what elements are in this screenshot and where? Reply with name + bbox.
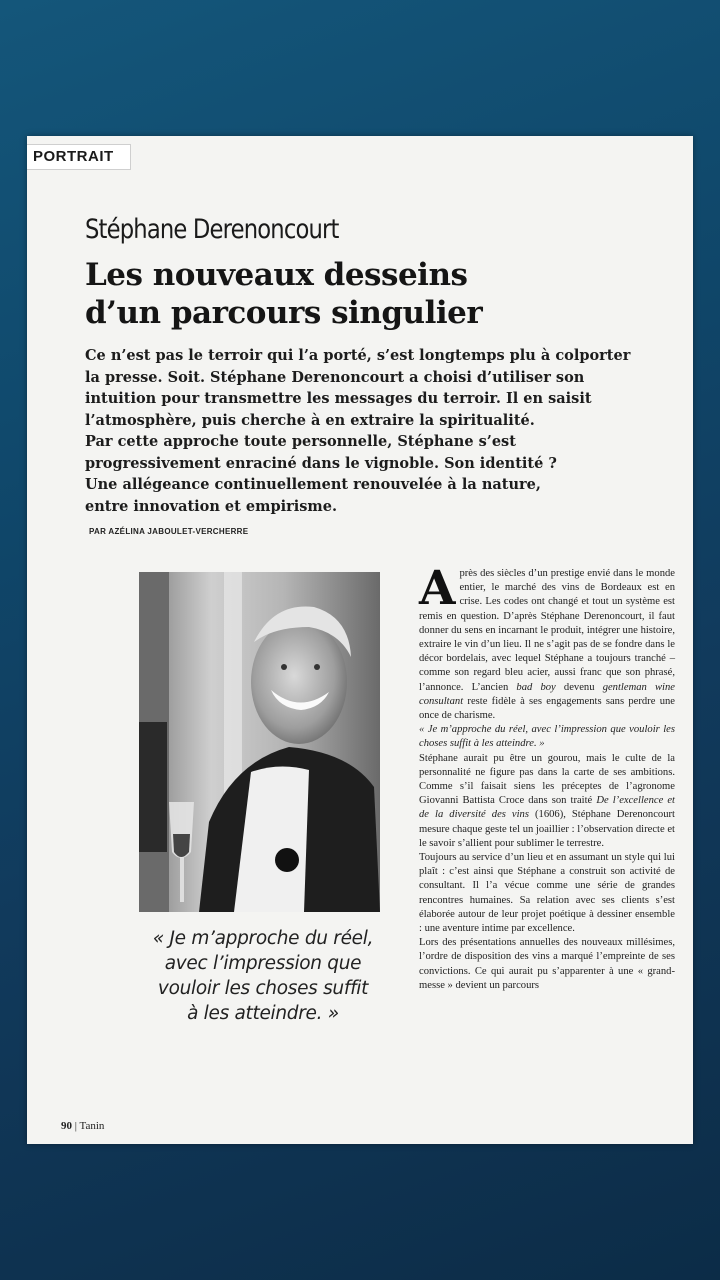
pull-quote: [139, 926, 387, 1026]
byline: PAR AZÉLINA JABOULET-VERCHERRE: [89, 527, 249, 536]
standfirst-line: la presse. Soit. Stéphane Derenoncourt a choisi d’utiliser son: [85, 368, 585, 386]
body-quote: « Je m’approche du réel, avec l’impression que vouloir les choses suffit à les atteindre. »: [419, 724, 675, 750]
headline-line: Les nouveaux desseins: [85, 257, 468, 293]
footer-separator: |: [74, 1120, 77, 1132]
pull-quote-line: « Je m’approche du réel,: [152, 928, 374, 949]
article-standfirst: [85, 345, 645, 517]
standfirst-line: Une allégeance continuellement renouvelée à la nature,: [85, 476, 541, 493]
body-paragraph: Lors des présentations annuelles des nouveaux millésimes, l’ordre de disposition des vins a marqué l’empreinte de ses convictions. Ce qui aurait pu s’apparenter à une « grand-messe » devient un parcours: [419, 937, 675, 991]
body-paragraph: Toujours au service d’un lieu et en assumant un style qui lui plaît : c’est ainsi que Stéphane a construit son activité de consultant. Il l’a vécue comme une série de grandes rencontres humaines. Sa relation avec ses clients s’est élaborée autour de leur projet poétique à dessiner ensemble : une aventure intime par excellence.: [419, 852, 675, 935]
article-headline: [85, 256, 645, 332]
body-paragraph: Après des siècles d’un prestige envié dans le monde entier, le marché des vins de Bordeaux est en crise. Les codes ont changé et tout un système est remis en question. D’après Stéphane Derenoncourt, il faut donner du sens en incarnant le produit, intégrer une histoire, extraire le vin d’un lieu. Il ne s’agit pas de se fondre dans le décor bordelais, avec lequel Stéphane a toujours tranché – comme son regard bleu acier, aussi franc que son phrasé, l’annonce. L’ancien bad boy devenu gentleman wine consultant reste fidèle à ses engagements sans perdre une once de charisme.: [419, 561, 675, 722]
article-kicker: Stéphane Derenoncourt: [85, 214, 339, 245]
standfirst-line: progressivement enraciné dans le vignoble. Son identité ?: [85, 454, 557, 472]
portrait-photo: [139, 572, 380, 912]
standfirst-line: Par cette approche toute personnelle, Stéphane s’est: [85, 433, 516, 450]
drop-cap: A: [419, 561, 456, 616]
standfirst-line: intuition pour transmettre les messages du terroir. Il en saisit: [85, 390, 592, 407]
body-paragraph: Stéphane aurait pu être un gourou, mais le culte de la personnalité ne figure pas dans la carte de ses ambitions. Comme s’il faisait siens les préceptes de l’agronome Giovanni Battista Croce dans son traité De l’excellence et de la diversité des vins (1606), Stéphane Derenoncourt mesure chaque geste tel un joaillier : l’observation directe et le savoir s’allient pour sublimer le terrestre.: [419, 752, 675, 849]
pull-quote-line: vouloir les choses suffit: [157, 978, 369, 999]
section-tag: PORTRAIT: [27, 144, 131, 170]
magazine-name: Tanin: [79, 1120, 105, 1132]
page-footer: [61, 1120, 104, 1132]
pull-quote-line: à les atteindre. »: [187, 1003, 339, 1024]
standfirst-line: Ce n’est pas le terroir qui l’a porté, s’est longtemps plu à colporter: [85, 347, 631, 364]
standfirst-line: entre innovation et empirisme.: [85, 497, 338, 515]
pull-quote-line: avec l’impression que: [164, 953, 362, 974]
headline-line: d’un parcours singulier: [85, 295, 483, 331]
magazine-page: [27, 136, 693, 1144]
standfirst-line: l’atmosphère, puis cherche à en extraire la spiritualité.: [85, 411, 535, 429]
page-number: 90: [61, 1120, 72, 1132]
article-body: [419, 561, 675, 993]
